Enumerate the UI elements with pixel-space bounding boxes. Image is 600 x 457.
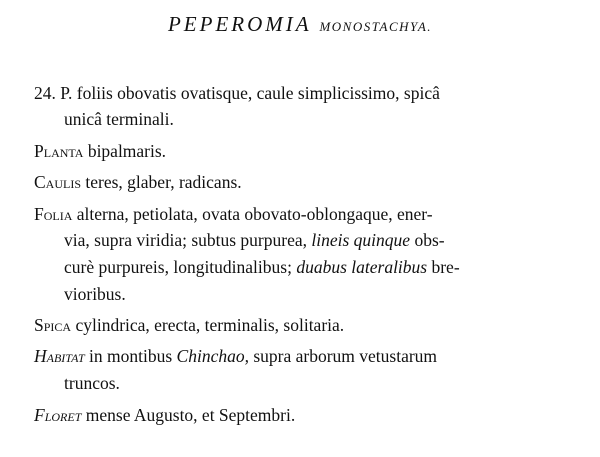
habitat-label: Habitat bbox=[34, 346, 85, 366]
folia-line-1 bbox=[34, 203, 433, 225]
diagnosis-line-1 bbox=[34, 82, 440, 104]
folia-label: Folia bbox=[34, 204, 73, 224]
spica-paragraph bbox=[34, 314, 344, 336]
planta-paragraph bbox=[34, 140, 166, 162]
folia-italic-3: duabus lateralibus bbox=[296, 257, 428, 277]
folia-line-2 bbox=[64, 229, 445, 251]
folia-text-3: curè purpureis, longitudinalibus; bbox=[64, 257, 292, 277]
diagnosis-text-1: P. foliis obovatis ovatisque, caule simplicissimo, spicâ bbox=[60, 83, 440, 103]
folia-end-3: bre- bbox=[431, 257, 460, 277]
floret-label: Floret bbox=[34, 405, 82, 425]
floret-paragraph bbox=[34, 404, 295, 426]
folia-line-3 bbox=[64, 256, 460, 278]
folia-line-4: vioribus. bbox=[64, 284, 126, 304]
entry-number: 24. bbox=[34, 83, 56, 103]
folia-text-1: alterna, petiolata, ovata obovato-oblongaque, ener- bbox=[76, 204, 433, 224]
diagnosis-line-2: unicâ terminali. bbox=[64, 109, 174, 129]
planta-label: Planta bbox=[34, 141, 84, 161]
species-name: MONOSTACHYA. bbox=[319, 19, 433, 34]
planta-text: bipalmaris. bbox=[87, 141, 167, 161]
caulis-label: Caulis bbox=[34, 172, 82, 192]
habitat-text-2: supra arborum vetustarum bbox=[253, 346, 438, 366]
folia-end-2: obs- bbox=[414, 230, 445, 250]
spica-text: cylindrica, erecta, terminalis, solitaria. bbox=[75, 315, 345, 335]
floret-text: mense Augusto, et Septembri. bbox=[85, 405, 296, 425]
genus-name: PEPEROMIA bbox=[167, 12, 312, 36]
habitat-text-1: in montibus bbox=[89, 346, 173, 366]
habitat-line-2: truncos. bbox=[64, 373, 120, 393]
habitat-line-1 bbox=[34, 345, 437, 367]
page-title bbox=[0, 12, 600, 37]
caulis-paragraph bbox=[34, 171, 242, 193]
spica-label: Spica bbox=[34, 315, 72, 335]
habitat-place: Chinchao, bbox=[176, 346, 249, 366]
folia-text-2: via, supra viridia; subtus purpurea, bbox=[64, 230, 308, 250]
caulis-text: teres, glaber, radicans. bbox=[85, 172, 242, 192]
folia-italic-2: lineis quinque bbox=[311, 230, 411, 250]
